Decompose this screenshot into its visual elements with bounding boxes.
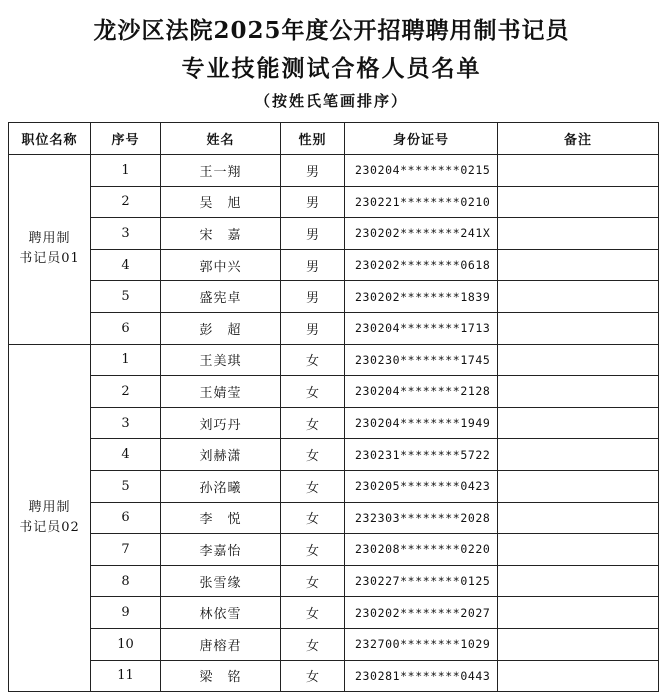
id-number-cell: 230231********5722 [345, 439, 498, 471]
table-row [9, 470, 659, 502]
name-cell: 吴 旭 [161, 186, 281, 218]
gender-cell: 女 [281, 407, 345, 439]
gender-cell: 男 [281, 218, 345, 250]
gender-cell: 男 [281, 249, 345, 281]
id-number-cell: 230202********241X [345, 218, 498, 250]
gender-cell: 男 [281, 155, 345, 187]
table-row [9, 281, 659, 313]
table-row [9, 502, 659, 534]
name-cell: 孙洺曦 [161, 470, 281, 502]
gender-cell: 女 [281, 565, 345, 597]
table-row [9, 155, 659, 187]
header-id: 身份证号 [345, 123, 498, 155]
index-cell: 2 [91, 186, 161, 218]
remark-cell [498, 502, 659, 534]
index-cell: 1 [91, 344, 161, 376]
index-cell: 3 [91, 407, 161, 439]
name-cell: 张雪缘 [161, 565, 281, 597]
table-row [9, 376, 659, 408]
index-cell: 5 [91, 281, 161, 313]
index-cell: 4 [91, 439, 161, 471]
position-cell [9, 155, 91, 345]
gender-cell: 女 [281, 344, 345, 376]
remark-cell [498, 439, 659, 471]
gender-cell: 女 [281, 439, 345, 471]
remark-cell [498, 534, 659, 566]
remark-cell [498, 312, 659, 344]
document-header [0, 0, 663, 122]
remark-cell [498, 470, 659, 502]
table-body [9, 155, 659, 692]
remark-cell [498, 407, 659, 439]
table-row [9, 534, 659, 566]
index-cell: 7 [91, 534, 161, 566]
remark-cell [498, 186, 659, 218]
id-number-cell: 230202********0618 [345, 249, 498, 281]
index-cell: 6 [91, 502, 161, 534]
table-row [9, 186, 659, 218]
id-number-cell: 230202********1839 [345, 281, 498, 313]
header-remark: 备注 [498, 123, 659, 155]
header-gender: 性别 [281, 123, 345, 155]
name-cell: 郭中兴 [161, 249, 281, 281]
header-index: 序号 [91, 123, 161, 155]
id-number-cell: 230205********0423 [345, 470, 498, 502]
id-number-cell: 230227********0125 [345, 565, 498, 597]
header-position: 职位名称 [9, 123, 91, 155]
table-row [9, 218, 659, 250]
id-number-cell: 230202********2027 [345, 597, 498, 629]
name-cell: 李 悦 [161, 502, 281, 534]
id-number-cell: 230204********2128 [345, 376, 498, 408]
remark-cell [498, 218, 659, 250]
gender-cell: 男 [281, 312, 345, 344]
name-cell: 唐榕君 [161, 628, 281, 660]
table-header-row [9, 123, 659, 155]
gender-cell: 女 [281, 660, 345, 692]
name-cell: 彭 超 [161, 312, 281, 344]
candidate-table [8, 122, 659, 692]
gender-cell: 女 [281, 376, 345, 408]
header-name: 姓名 [161, 123, 281, 155]
title-line-1: 龙沙区法院2025年度公开招聘聘用制书记员 [93, 17, 570, 44]
id-number-cell: 230208********0220 [345, 534, 498, 566]
gender-cell: 女 [281, 628, 345, 660]
index-cell: 3 [91, 218, 161, 250]
id-number-cell: 230204********1713 [345, 312, 498, 344]
id-number-cell: 232303********2028 [345, 502, 498, 534]
index-cell: 6 [91, 312, 161, 344]
id-number-cell: 230221********0210 [345, 186, 498, 218]
gender-cell: 女 [281, 534, 345, 566]
gender-cell: 男 [281, 186, 345, 218]
name-cell: 林依雪 [161, 597, 281, 629]
gender-cell: 男 [281, 281, 345, 313]
index-cell: 5 [91, 470, 161, 502]
name-cell: 李嘉怡 [161, 534, 281, 566]
table-row [9, 439, 659, 471]
remark-cell [498, 281, 659, 313]
id-number-cell: 232700********1029 [345, 628, 498, 660]
index-cell: 9 [91, 597, 161, 629]
index-cell: 10 [91, 628, 161, 660]
title-line-2: 专业技能测试合格人员名单 [181, 55, 482, 82]
name-cell: 王美琪 [161, 344, 281, 376]
id-number-cell: 230204********0215 [345, 155, 498, 187]
index-cell: 1 [91, 155, 161, 187]
table-row [9, 660, 659, 692]
table-row [9, 597, 659, 629]
remark-cell [498, 249, 659, 281]
position-line-1: 聘用制 [28, 231, 71, 247]
remark-cell [498, 155, 659, 187]
name-cell: 盛宪卓 [161, 281, 281, 313]
remark-cell [498, 660, 659, 692]
gender-cell: 女 [281, 470, 345, 502]
remark-cell [498, 565, 659, 597]
name-cell: 刘巧丹 [161, 407, 281, 439]
table-row [9, 312, 659, 344]
gender-cell: 女 [281, 597, 345, 629]
gender-cell: 女 [281, 502, 345, 534]
index-cell: 2 [91, 376, 161, 408]
index-cell: 11 [91, 660, 161, 692]
remark-cell [498, 628, 659, 660]
table-row [9, 407, 659, 439]
id-number-cell: 230281********0443 [345, 660, 498, 692]
position-line-2: 书记员01 [19, 251, 80, 267]
name-cell: 梁 铭 [161, 660, 281, 692]
table-row [9, 565, 659, 597]
id-number-cell: 230204********1949 [345, 407, 498, 439]
subtitle: （按姓氏笔画排序） [254, 92, 408, 110]
position-line-2: 书记员02 [19, 519, 80, 535]
table-row [9, 249, 659, 281]
remark-cell [498, 597, 659, 629]
index-cell: 8 [91, 565, 161, 597]
name-cell: 宋 嘉 [161, 218, 281, 250]
id-number-cell: 230230********1745 [345, 344, 498, 376]
table-row [9, 344, 659, 376]
remark-cell [498, 344, 659, 376]
index-cell: 4 [91, 249, 161, 281]
name-cell: 刘赫潇 [161, 439, 281, 471]
name-cell: 王婧莹 [161, 376, 281, 408]
remark-cell [498, 376, 659, 408]
position-cell [9, 344, 91, 692]
position-line-1: 聘用制 [28, 499, 71, 515]
table-row [9, 628, 659, 660]
name-cell: 王一翔 [161, 155, 281, 187]
